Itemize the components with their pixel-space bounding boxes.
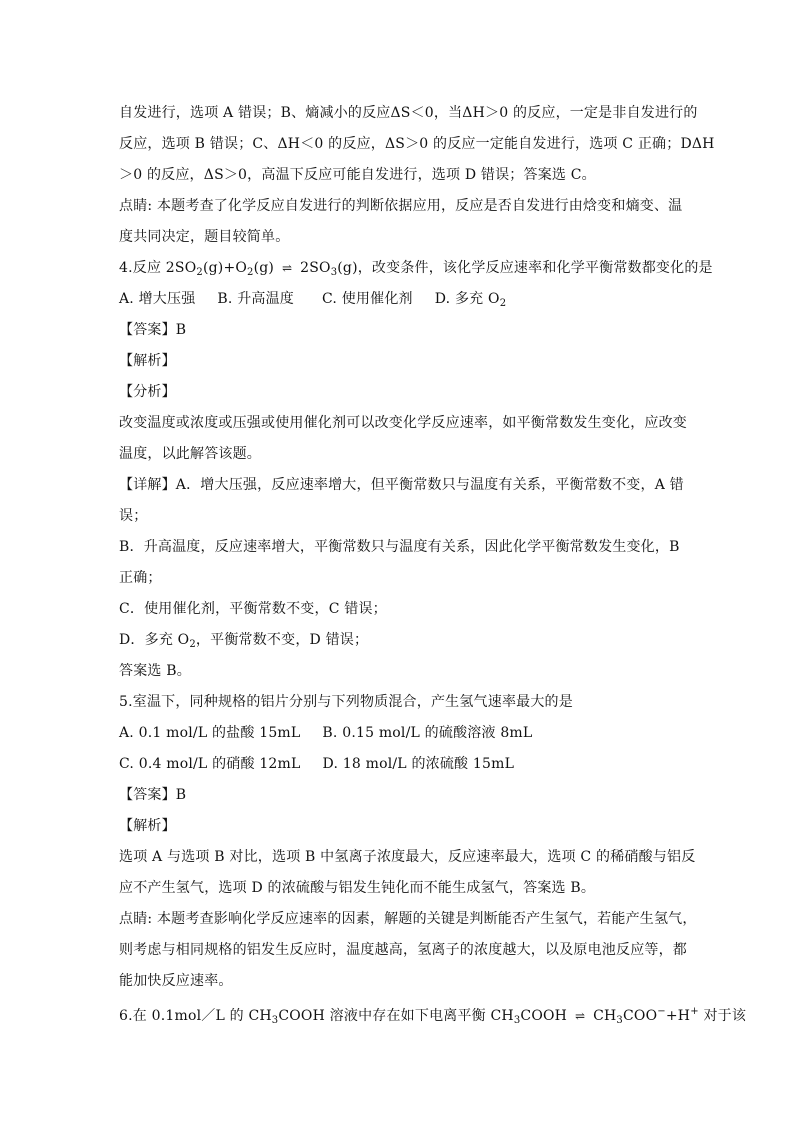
text-line: 能加快反应速率。	[119, 973, 233, 989]
answer-label: 【答案】B	[119, 787, 187, 803]
option-c: C. 0.4 mol/L 的硝酸 12mL	[119, 756, 301, 772]
analysis-label: 【解析】	[119, 818, 176, 834]
analysis-label: 【解析】	[119, 353, 176, 369]
option-d: D. 18 mol/L 的浓硫酸 15mL	[322, 756, 515, 772]
subscript: 3	[513, 1015, 521, 1026]
q6-text: COO	[622, 1008, 658, 1024]
equilibrium-arrow-icon: ⇌	[574, 1009, 586, 1023]
text-line: B．升高温度，反应速率增大，平衡常数只与温度有关系，因此化学平衡常数发生变化，B	[119, 539, 680, 555]
q4-text: (g)+O	[202, 260, 248, 276]
subscript: 2	[499, 298, 507, 309]
d6-text: ，平衡常数不变，D 错误；	[195, 632, 369, 648]
text-line: 答案选 B。	[119, 663, 191, 679]
text-line: 误；	[119, 508, 148, 524]
subscript: 3	[271, 1015, 279, 1026]
text-line: 【详解】A．增大压强，反应速率增大，但平衡常数只与温度有关系，平衡常数不变，A 错	[119, 477, 684, 493]
q6-text: 6.在 0.1mol／L 的 CH	[119, 1008, 272, 1024]
option-d	[435, 289, 507, 314]
text-line: 应不产生氢气，选项 D 的浓硫酸与铝发生钝化而不能生成氢气，答案选 B。	[119, 880, 596, 896]
text-line: 反应，选项 B 错误；C、ΔH＜0 的反应，ΔS＞0 的反应一定能自发进行，选项 C 正确；DΔH	[119, 136, 715, 152]
question-4-options	[119, 289, 679, 314]
option-d-text: D. 多充 O	[434, 291, 500, 307]
question-5-stem: 5.室温下，同种规格的铝片分别与下列物质混合，产生氢气速率最大的是	[119, 694, 573, 710]
option-a: A. 增大压强	[119, 291, 196, 307]
option-b: B. 升高温度	[217, 291, 295, 307]
option-b: B. 0.15 mol/L 的硫酸溶液 8mL	[322, 725, 533, 741]
text-line: C．使用催化剂，平衡常数不变，C 错误；	[119, 601, 387, 617]
superscript: −	[657, 1006, 666, 1017]
q4-text: (g)，改变条件，该化学反应速率和化学平衡常数都变化的是	[337, 260, 713, 276]
option-a: A. 0.1 mol/L 的盐酸 15mL	[119, 725, 301, 741]
subscript: 3	[330, 267, 338, 278]
q4-text: (g)	[253, 260, 275, 276]
text-line: 改变温度或浓度或压强或使用催化剂可以改变化学反应速率，如平衡常数发生变化，应改变	[119, 415, 687, 431]
q6-text: +H	[665, 1008, 691, 1024]
q4-text: 4.反应 2SO	[119, 260, 197, 276]
option-c: C. 使用催化剂	[322, 291, 413, 307]
q4-text: 2SO	[300, 260, 331, 276]
question-4-stem	[119, 258, 713, 283]
text-line: 温度，以此解答该题。	[119, 446, 261, 462]
text-line: ＞0 的反应，ΔS＞0，高温下反应可能自发进行，选项 D 错误；答案选 C。	[119, 167, 596, 183]
text-line: 选项 A 与选项 B 对比，选项 B 中氢离子浓度最大，反应速率最大，选项 C 的稀硝酸与铝反	[119, 849, 696, 865]
subscript: 2	[247, 267, 254, 278]
q6-text: CH	[593, 1008, 617, 1024]
q6-text: COOH	[520, 1008, 568, 1024]
text-line	[119, 630, 679, 655]
text-line: 则考虑与相同规格的铝发生反应时，温度越高，氢离子的浓度越大，以及原电池反应等，都	[119, 942, 687, 958]
d6-text: D．多充 O	[119, 632, 190, 648]
answer-label: 【答案】B	[119, 322, 187, 338]
question-6-stem	[119, 1002, 747, 1031]
question-5-options-row1	[119, 723, 679, 743]
text-line: 自发进行，选项 A 错误；B、熵减小的反应ΔS＜0，当ΔH＞0 的反应，一定是非自发进行的	[119, 105, 698, 121]
superscript: +	[690, 1006, 699, 1017]
question-5-options-row2	[119, 754, 679, 774]
subscript: 2	[196, 267, 203, 278]
subscript: 3	[616, 1015, 623, 1026]
q6-text: 对于该	[698, 1008, 747, 1024]
subscript: 2	[189, 639, 196, 650]
text-line: 点睛: 本题考查了化学反应自发进行的判断依据应用，反应是否自发进行由焓变和熵变、温	[119, 198, 683, 214]
text-line: 正确；	[119, 570, 162, 586]
text-line: 度共同决定，题目较简单。	[119, 229, 290, 245]
text-line: 点睛: 本题考查影响化学反应速率的因素，解题的关键是判断能否产生氢气，若能产生氢气，	[119, 911, 697, 927]
equilibrium-arrow-icon: ⇌	[281, 261, 293, 275]
fenxi-label: 【分析】	[119, 384, 176, 400]
q6-text: COOH 溶液中存在如下电离平衡 CH	[278, 1008, 514, 1024]
